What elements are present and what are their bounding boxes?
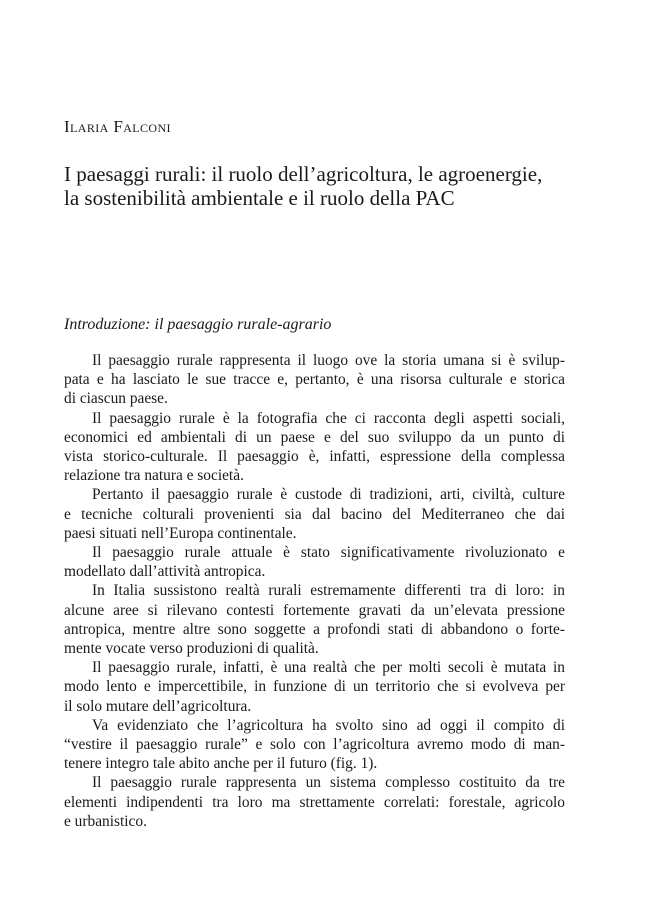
chapter-title xyxy=(64,162,564,210)
paragraph xyxy=(64,581,565,658)
text-line: modo lento e impercettibile, in funzione di un territorio che si evolveva per xyxy=(64,678,565,696)
chapter-title-line: la sostenibilità ambientale e il ruolo della PAC xyxy=(64,186,455,210)
paragraph xyxy=(64,543,565,581)
text-line: paesi situati nell’Europa continentale. xyxy=(64,524,297,542)
text-line: modellato dall’attività antropica. xyxy=(64,563,266,581)
paragraph xyxy=(64,351,565,409)
text-line: Il paesaggio rurale attuale è stato significativamente rivoluzionato e xyxy=(92,544,565,562)
text-line: economici ed ambientali di un paese e del suo sviluppo da un punto di xyxy=(64,428,565,446)
text-line: Il paesaggio rurale rappresenta un sistema complesso costituito da tre xyxy=(92,774,565,792)
paragraph xyxy=(64,773,565,831)
text-line: relazione tra natura e società. xyxy=(64,467,244,485)
text-line: Va evidenziato che l’agricoltura ha svolto sino ad oggi il compito di xyxy=(92,716,565,734)
paragraph xyxy=(64,716,565,774)
text-line: Il paesaggio rurale è la fotografia che ci racconta degli aspetti sociali, xyxy=(92,409,565,427)
section-heading: Introduzione: il paesaggio rurale-agrario xyxy=(64,316,332,333)
text-line: il solo mutare dell’agricoltura. xyxy=(64,697,252,715)
text-line: “vestire il paesaggio rurale” e solo con l’agricoltura avremo modo di man- xyxy=(64,736,565,754)
text-line: alcune aree si rilevano contesti fortemente gravati da un’elevata pressione xyxy=(64,601,565,619)
paragraph xyxy=(64,485,565,543)
text-line: Il paesaggio rurale rappresenta il luogo ove la storia umana si è svilup- xyxy=(92,352,565,369)
paragraph xyxy=(64,409,565,486)
chapter-title-line: I paesaggi rurali: il ruolo dell’agricoltura, le agroenergie, xyxy=(64,162,543,186)
text-line: In Italia sussistono realtà rurali estremamente differenti tra di loro: in xyxy=(92,582,565,600)
text-line: Il paesaggio rurale, infatti, è una realtà che per molti secoli è mutata in xyxy=(92,659,565,677)
text-line: antropica, mentre altre sono soggette a profondi stati di abbandono o forte- xyxy=(64,620,565,638)
text-line: mente vocate verso produzioni di qualità. xyxy=(64,640,319,658)
text-line: elementi indipendenti tra loro ma strettamente correlati: forestale, agricolo xyxy=(64,793,565,811)
body-text xyxy=(64,351,565,831)
author-name: Ilaria Falconi xyxy=(64,117,171,136)
text-line: vista storico-culturale. Il paesaggio è, infatti, espressione della complessa xyxy=(64,448,565,466)
paragraph xyxy=(64,658,565,716)
text-line: e tecniche colturali provenienti sia dal bacino del Mediterraneo che dai xyxy=(64,505,565,523)
text-line: tenere integro tale abito anche per il futuro (fig. 1). xyxy=(64,755,378,773)
text-line: Pertanto il paesaggio rurale è custode di tradizioni, arti, civiltà, culture xyxy=(92,486,565,504)
text-line: di ciascun paese. xyxy=(64,390,168,408)
text-line: e urbanistico. xyxy=(64,812,147,830)
text-line: pata e ha lasciato le sue tracce e, pertanto, è una risorsa culturale e storica xyxy=(64,371,565,389)
